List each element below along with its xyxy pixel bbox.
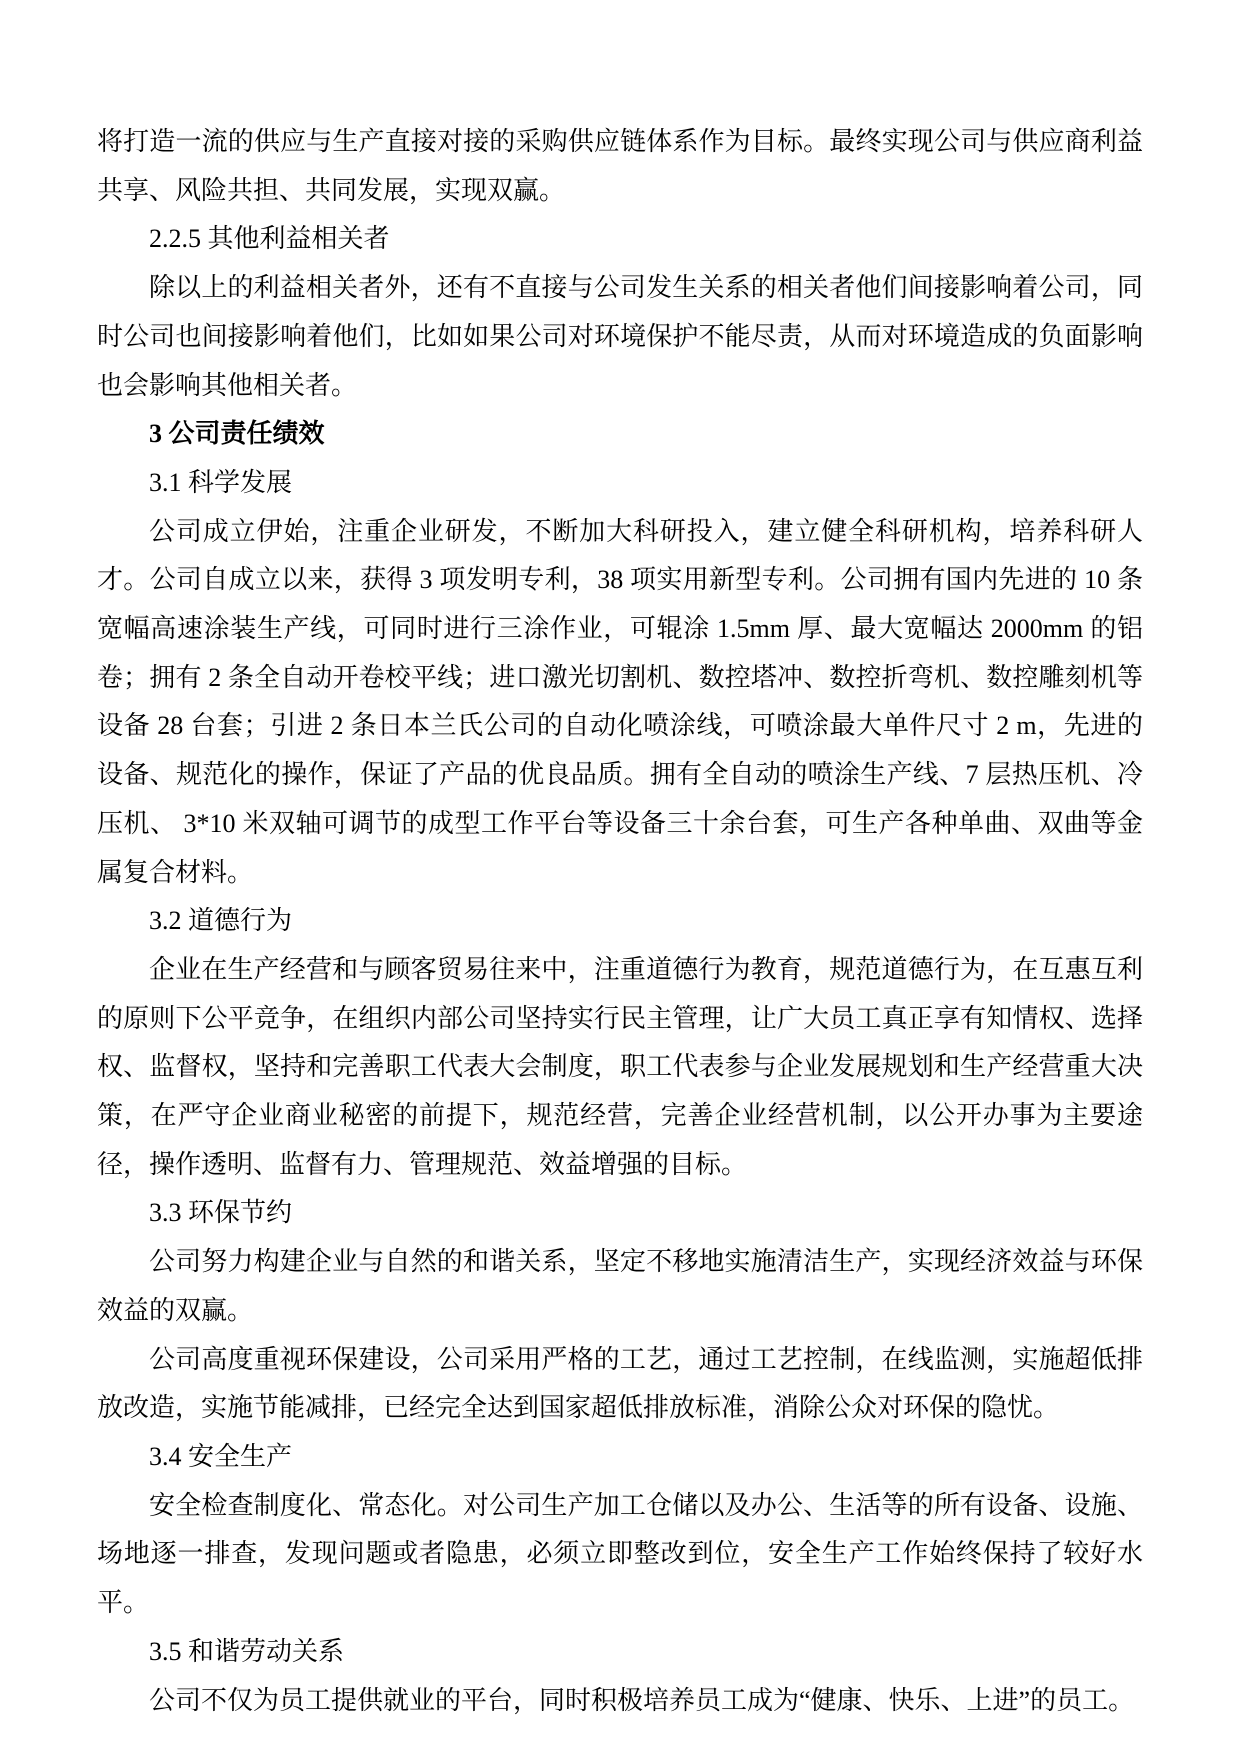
section-heading-3-3-environmental-conservation: 3.3 环保节约	[149, 1198, 293, 1228]
section-heading-3-4-production-safety: 3.4 安全生产	[149, 1441, 293, 1471]
body-paragraph-emission-reduction: 公司高度重视环保建设，公司采用严格的工艺，通过工艺控制，在线监测，实施超低排放改造，实施节能减排，已经完全达到国家超低排放标准，消除公众对环保的隐忧。	[97, 1344, 1143, 1423]
chapter-heading-3-responsibility-performance: 3 公司责任绩效	[149, 419, 325, 449]
section-heading-2-2-5-other-stakeholders: 2.2.5 其他利益相关者	[149, 224, 390, 254]
section-heading-3-2-ethical-behavior: 3.2 道德行为	[149, 906, 293, 936]
body-paragraph-environment-harmony: 公司努力构建企业与自然的和谐关系，坚定不移地实施清洁生产，实现经济效益与环保效益的双赢。	[97, 1247, 1143, 1325]
body-paragraph-employee-development: 公司不仅为员工提供就业的平台，同时积极培养员工成为“健康、快乐、上进”的员工。	[149, 1685, 1135, 1715]
section-heading-3-5-harmonious-labor-relations: 3.5 和谐劳动关系	[149, 1636, 345, 1666]
section-heading-3-1-scientific-development: 3.1 科学发展	[149, 467, 293, 497]
body-paragraph-safety-inspection: 安全检查制度化、常态化。对公司生产加工仓储以及办公、生活等的所有设备、设施、场地逐一排查，发现问题或者隐患，必须立即整改到位，安全生产工作始终保持了较好水平。	[97, 1490, 1143, 1618]
body-paragraph-ethical-behavior: 企业在生产经营和与顾客贸易往来中，注重道德行为教育，规范道德行为，在互惠互利的原则下公平竞争，在组织内部公司坚持实行民主管理，让广大员工真正享有知情权、选择权、监督权，坚持和完善职工代表大会制度，职工代表参与企业发展规划和生产经营重大决策，在严守企业商业秘密的前提下，规范经营，完善企业经营机制，以公开办事为主要途径，操作透明、监督有力、管理规范、效益增强的目标。	[97, 954, 1143, 1179]
body-paragraph-supply-chain-continuation: 将打造一流的供应与生产直接对接的采购供应链体系作为目标。最终实现公司与供应商利益共享、风险共担、共同发展，实现双赢。	[97, 127, 1143, 205]
body-paragraph-other-stakeholders: 除以上的利益相关者外，还有不直接与公司发生关系的相关者他们间接影响着公司，同时公司也间接影响着他们，比如如果公司对环境保护不能尽责，从而对环境造成的负面影响也会影响其他相关者。	[97, 273, 1143, 400]
body-paragraph-scientific-development: 公司成立伊始，注重企业研发，不断加大科研投入，建立健全科研机构，培养科研人才。公司自成立以来，获得 3 项发明专利，38 项实用新型专利。公司拥有国内先进的 10 条宽幅高速涂装生产线，可同时进行三涂作业，可辊涂 1.5mm 厚、最大宽幅达 2000mm 的铝卷；拥有 2 条全自动开卷校平线；进口激光切割机、数控塔冲、数控折弯机、数控雕刻机等设备 28 台套；引进 2 条日本兰氏公司的自动化喷涂线，可喷涂最大单件尺寸 2 m，先进的设备、规范化的操作，保证了产品的优良品质。拥有全自动的喷涂生产线、7 层热压机、冷压机、 3*10 米双轴可调节的成型工作平台等设备三十余台套，可生产各种单曲、双曲等金属复合材料。	[97, 516, 1143, 887]
